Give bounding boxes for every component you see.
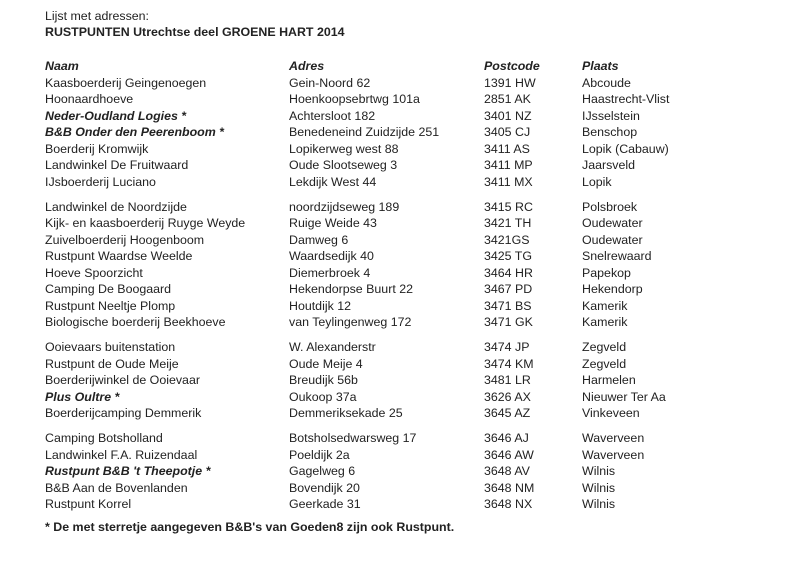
cell-plaats: Nieuwer Ter Aa bbox=[582, 389, 666, 404]
table-row bbox=[0, 373, 800, 390]
cell-adres: Hekendorpse Buurt 22 bbox=[289, 282, 413, 296]
cell-naam: Rustpunt Neeltje Plomp bbox=[45, 298, 176, 313]
cell-postcode: 3411 MP bbox=[484, 158, 533, 172]
cell-adres: Gein-Noord 62 bbox=[289, 75, 371, 90]
header-postcode: Postcode bbox=[484, 59, 540, 73]
cell-postcode: 3648 NX bbox=[484, 497, 533, 511]
cell-plaats: Waverveen bbox=[582, 431, 645, 445]
cell-adres: Botsholsedwarsweg 17 bbox=[289, 431, 417, 445]
cell-naam: Boerderij Kromwijk bbox=[45, 141, 149, 156]
cell-postcode: 3415 RC bbox=[484, 199, 533, 214]
cell-plaats: Harmelen bbox=[582, 373, 636, 387]
cell-postcode: 3471 BS bbox=[484, 298, 532, 313]
table-row bbox=[0, 266, 800, 283]
cell-postcode: 3626 AX bbox=[484, 389, 531, 404]
cell-plaats: IJsselstein bbox=[582, 108, 640, 123]
cell-naam: Rustpunt B&B 't Theepotje * bbox=[45, 464, 211, 478]
cell-adres: Damweg 6 bbox=[289, 232, 349, 247]
document-title: RUSTPUNTEN Utrechtse deel GROENE HART 2014 bbox=[45, 25, 345, 39]
table-row bbox=[0, 76, 800, 93]
cell-postcode: 3481 LR bbox=[484, 373, 531, 387]
cell-adres: Diemerbroek 4 bbox=[289, 265, 371, 280]
intro-text: Lijst met adressen: bbox=[45, 9, 149, 23]
table-row bbox=[0, 109, 800, 126]
header-adres: Adres bbox=[289, 59, 325, 73]
cell-adres: Bovendijk 20 bbox=[289, 480, 360, 495]
cell-naam: Rustpunt de Oude Meije bbox=[45, 356, 179, 371]
table-row bbox=[0, 406, 800, 423]
cell-plaats: Kamerik bbox=[582, 315, 628, 329]
cell-naam: IJsboerderij Luciano bbox=[45, 174, 156, 189]
table-row bbox=[0, 497, 800, 514]
cell-naam: B&B Onder den Peerenboom * bbox=[45, 125, 225, 139]
cell-naam: Landwinkel de Noordzijde bbox=[45, 199, 187, 214]
cell-adres: Geerkade 31 bbox=[289, 497, 361, 511]
cell-plaats: Snelrewaard bbox=[582, 249, 652, 263]
cell-naam: Landwinkel F.A. Ruizendaal bbox=[45, 447, 198, 462]
cell-naam: Camping Botsholland bbox=[45, 431, 163, 445]
table-row bbox=[0, 299, 800, 316]
header-naam: Naam bbox=[45, 59, 79, 73]
cell-postcode: 1391 HW bbox=[484, 75, 536, 90]
cell-postcode: 3401 NZ bbox=[484, 108, 532, 123]
cell-adres: Ruige Weide 43 bbox=[289, 216, 377, 230]
cell-adres: Demmeriksekade 25 bbox=[289, 406, 403, 420]
cell-adres: Oude Slootseweg 3 bbox=[289, 158, 398, 172]
table-row bbox=[0, 200, 800, 217]
cell-postcode: 3421GS bbox=[484, 232, 530, 247]
cell-plaats: Papekop bbox=[582, 265, 631, 280]
cell-adres: Waardsedijk 40 bbox=[289, 249, 374, 263]
cell-naam: Ooievaars buitenstation bbox=[45, 340, 176, 354]
cell-naam: Hoonaardhoeve bbox=[45, 92, 134, 106]
cell-naam: Rustpunt Waardse Weelde bbox=[45, 249, 193, 263]
cell-adres: Lopikerweg west 88 bbox=[289, 141, 399, 156]
cell-postcode: 3411 MX bbox=[484, 174, 533, 189]
table-row bbox=[0, 125, 800, 142]
cell-naam: Neder-Oudland Logies * bbox=[45, 108, 187, 123]
cell-adres: Breudijk 56b bbox=[289, 373, 358, 387]
cell-plaats: Kamerik bbox=[582, 298, 628, 313]
cell-postcode: 3646 AW bbox=[484, 447, 534, 462]
cell-naam: Plus Oultre * bbox=[45, 389, 120, 404]
cell-naam: Kaasboerderij Geingenoegen bbox=[45, 75, 207, 90]
table-row bbox=[0, 315, 800, 332]
cell-naam: Rustpunt Korrel bbox=[45, 497, 132, 511]
address-table bbox=[0, 59, 800, 514]
cell-naam: Camping De Boogaard bbox=[45, 282, 172, 296]
table-row bbox=[0, 390, 800, 407]
cell-plaats: Haastrecht-Vlist bbox=[582, 92, 670, 106]
cell-adres: Hoenkoopsebrtwg 101a bbox=[289, 92, 420, 106]
cell-plaats: Vinkeveen bbox=[582, 406, 640, 420]
cell-adres: Oukoop 37a bbox=[289, 389, 357, 404]
table-row bbox=[0, 357, 800, 374]
cell-postcode: 3411 AS bbox=[484, 141, 530, 156]
cell-postcode: 3648 AV bbox=[484, 464, 530, 478]
group-spacer bbox=[0, 191, 800, 200]
cell-plaats: Benschop bbox=[582, 125, 638, 139]
cell-adres: noordzijdseweg 189 bbox=[289, 199, 400, 214]
cell-postcode: 3646 AJ bbox=[484, 431, 529, 445]
table-row bbox=[0, 233, 800, 250]
table-row bbox=[0, 249, 800, 266]
cell-plaats: Zegveld bbox=[582, 356, 627, 371]
cell-naam: Zuivelboerderij Hoogenboom bbox=[45, 232, 205, 247]
cell-plaats: Wilnis bbox=[582, 497, 616, 511]
cell-plaats: Lopik (Cabauw) bbox=[582, 141, 669, 156]
cell-plaats: Zegveld bbox=[582, 340, 627, 354]
table-row bbox=[0, 340, 800, 357]
cell-plaats: Abcoude bbox=[582, 75, 631, 90]
cell-adres: Lekdijk West 44 bbox=[289, 174, 377, 189]
cell-plaats: Polsbroek bbox=[582, 199, 638, 214]
cell-naam: B&B Aan de Bovenlanden bbox=[45, 480, 188, 495]
table-row bbox=[0, 142, 800, 159]
cell-postcode: 3425 TG bbox=[484, 249, 532, 263]
cell-postcode: 3648 NM bbox=[484, 480, 535, 495]
table-header bbox=[0, 59, 800, 76]
cell-postcode: 3421 TH bbox=[484, 216, 532, 230]
table-row bbox=[0, 464, 800, 481]
cell-postcode: 3467 PD bbox=[484, 282, 533, 296]
table-row bbox=[0, 448, 800, 465]
table-row bbox=[0, 282, 800, 299]
cell-adres: Poeldijk 2a bbox=[289, 447, 350, 462]
cell-naam: Boerderijwinkel de Ooievaar bbox=[45, 373, 200, 387]
cell-postcode: 2851 AK bbox=[484, 92, 531, 106]
cell-postcode: 3464 HR bbox=[484, 265, 533, 280]
cell-naam: Biologische boerderij Beekhoeve bbox=[45, 315, 226, 329]
cell-postcode: 3645 AZ bbox=[484, 406, 531, 420]
cell-adres: Oude Meije 4 bbox=[289, 356, 363, 371]
cell-plaats: Lopik bbox=[582, 174, 612, 189]
footnote: * De met sterretje aangegeven B&B's van Goeden8 zijn ook Rustpunt. bbox=[45, 520, 455, 534]
table-row bbox=[0, 216, 800, 233]
cell-adres: W. Alexanderstr bbox=[289, 340, 376, 354]
cell-adres: van Teylingenweg 172 bbox=[289, 315, 412, 329]
cell-plaats: Oudewater bbox=[582, 216, 643, 230]
table-row bbox=[0, 175, 800, 192]
cell-plaats: Oudewater bbox=[582, 232, 643, 247]
cell-plaats: Wilnis bbox=[582, 480, 616, 495]
cell-naam: Hoeve Spoorzicht bbox=[45, 265, 143, 280]
cell-adres: Benedeneind Zuidzijde 251 bbox=[289, 125, 440, 139]
header-plaats: Plaats bbox=[582, 59, 619, 73]
cell-naam: Kijk- en kaasboerderij Ruyge Weyde bbox=[45, 216, 246, 230]
cell-adres: Achtersloot 182 bbox=[289, 108, 376, 123]
cell-plaats: Wilnis bbox=[582, 464, 616, 478]
table-row bbox=[0, 92, 800, 109]
cell-postcode: 3471 GK bbox=[484, 315, 533, 329]
table-row bbox=[0, 481, 800, 498]
group-spacer bbox=[0, 423, 800, 432]
cell-plaats: Hekendorp bbox=[582, 282, 643, 296]
cell-adres: Gagelweg 6 bbox=[289, 464, 356, 478]
cell-postcode: 3405 CJ bbox=[484, 125, 531, 139]
table-row bbox=[0, 431, 800, 448]
cell-plaats: Jaarsveld bbox=[582, 158, 636, 172]
cell-adres: Houtdijk 12 bbox=[289, 298, 351, 313]
table-row bbox=[0, 158, 800, 175]
cell-postcode: 3474 KM bbox=[484, 356, 534, 371]
cell-plaats: Waverveen bbox=[582, 447, 645, 462]
cell-naam: Boerderijcamping Demmerik bbox=[45, 406, 202, 420]
cell-naam: Landwinkel De Fruitwaard bbox=[45, 158, 189, 172]
cell-postcode: 3474 JP bbox=[484, 340, 530, 354]
group-spacer bbox=[0, 332, 800, 341]
